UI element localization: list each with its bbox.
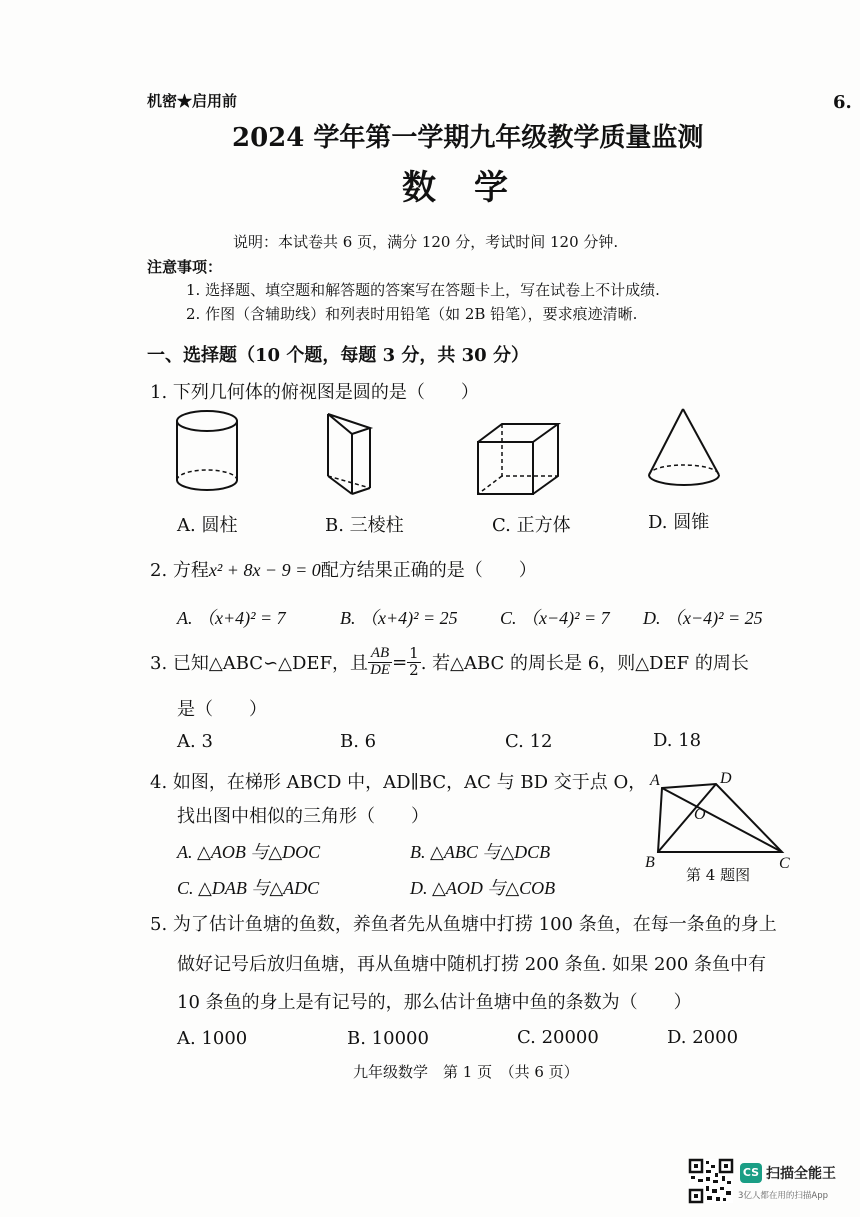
camscanner-logo-icon: CS: [740, 1163, 762, 1183]
question-3-stem: [150, 640, 749, 684]
attention-heading: 注意事项：: [147, 258, 223, 276]
fraction-ab-de: [368, 646, 392, 679]
option: B. 6: [340, 731, 377, 752]
question-2-stem: [150, 556, 537, 582]
question-3-text-end: . 若△ABC 的周长是 6，则△DEF 的周长: [420, 653, 749, 674]
vertex-label-c: C: [779, 855, 790, 872]
instruction-item: 2. 作图（含辅助线）和列表时用铅笔（如 2B 铅笔），要求痕迹清晰.: [186, 305, 638, 323]
option: A. △AOB 与△DOC: [177, 842, 321, 862]
question-1-stem: 1. 下列几何体的俯视图是圆的是（ ）: [150, 382, 479, 403]
option: D. 18: [653, 730, 702, 751]
option: C. （x−4)² = 7: [500, 608, 610, 628]
option: C. △DAB 与△ADC: [177, 878, 320, 898]
option: B. （x+4)² = 25: [340, 608, 458, 628]
option: C. 12: [505, 731, 553, 752]
fraction-denominator: 2: [409, 660, 419, 679]
vertex-label-o: O: [694, 806, 706, 823]
confidential-label: 机密★启用前: [147, 92, 238, 110]
fraction-numerator: 1: [409, 643, 419, 662]
option: A. （x+4)² = 7: [177, 608, 286, 628]
vertex-label-b: B: [645, 854, 655, 871]
section-title: 一、选择题（10 个题，每题 3 分，共 30 分）: [147, 345, 529, 366]
vertex-label-d: D: [720, 770, 732, 787]
fraction-denominator: DE: [370, 661, 391, 678]
option: D. 圆锥: [648, 512, 710, 533]
page-footer: 九年级数学 第 1 页 （共 6 页）: [353, 1063, 579, 1081]
option: C. 正方体: [492, 515, 571, 536]
question-3-continuation: 是（ ）: [177, 699, 267, 720]
page-mark: 6.: [833, 92, 852, 113]
question-5-stem: 5. 为了估计鱼塘的鱼数，养鱼者先从鱼塘中打捞 100 条鱼，在每一条鱼的身上: [150, 914, 777, 935]
fraction-numerator: AB: [368, 646, 392, 663]
cone-figure: [640, 405, 730, 495]
option: A. 圆柱: [177, 515, 238, 536]
question-4-stem: 4. 如图，在梯形 ABCD 中，AD∥BC，AC 与 BD 交于点 O，: [150, 772, 647, 793]
cube-figure: [470, 420, 570, 500]
question-2-number: 2. 方程: [150, 560, 209, 581]
option: D. 2000: [667, 1027, 739, 1048]
app-name: 扫描全能王: [766, 1166, 836, 1182]
option: A. 3: [177, 731, 213, 752]
subject-title: 数学: [402, 168, 546, 208]
option: D. （x−4)² = 25: [643, 608, 763, 628]
equals-sign: =: [392, 651, 408, 673]
question-2-text: 配方结果正确的是（ ）: [320, 560, 537, 581]
question-3-text-start: 3. 已知△ABC∽△DEF，且: [150, 653, 369, 674]
option: C. 20000: [517, 1027, 599, 1048]
exam-note: 说明：本试卷共 6 页，满分 120 分，考试时间 120 分钟.: [233, 233, 619, 251]
option: D. △AOD 与△COB: [410, 878, 556, 898]
option: B. 三棱柱: [325, 515, 404, 536]
option: A. 1000: [177, 1028, 248, 1049]
exam-title: 2024 学年第一学期九年级教学质量监测: [232, 123, 704, 153]
cylinder-figure: [170, 408, 250, 498]
question-4-continuation: 找出图中相似的三角形（ ）: [177, 806, 429, 827]
qr-code-icon: [689, 1159, 733, 1203]
figure-caption: 第 4 题图: [686, 866, 751, 884]
option: B. △ABC 与△DCB: [410, 842, 551, 862]
question-2-equation: x² + 8x − 9 = 0: [208, 560, 321, 580]
question-5-continuation: 做好记号后放归鱼塘，再从鱼塘中随机打捞 200 条鱼. 如果 200 条鱼中有: [177, 954, 767, 975]
app-tagline: 3亿人都在用的扫描App: [738, 1191, 829, 1201]
option: B. 10000: [347, 1028, 429, 1049]
fraction-one-half: [407, 643, 421, 679]
question-5-continuation: 10 条鱼的身上是有记号的，那么估计鱼塘中鱼的条数为（ ）: [177, 992, 692, 1013]
instruction-item: 1. 选择题、填空题和解答题的答案写在答题卡上，写在试卷上不计成绩.: [186, 281, 660, 299]
vertex-label-a: A: [650, 772, 660, 789]
triangular-prism-figure: [320, 410, 380, 500]
